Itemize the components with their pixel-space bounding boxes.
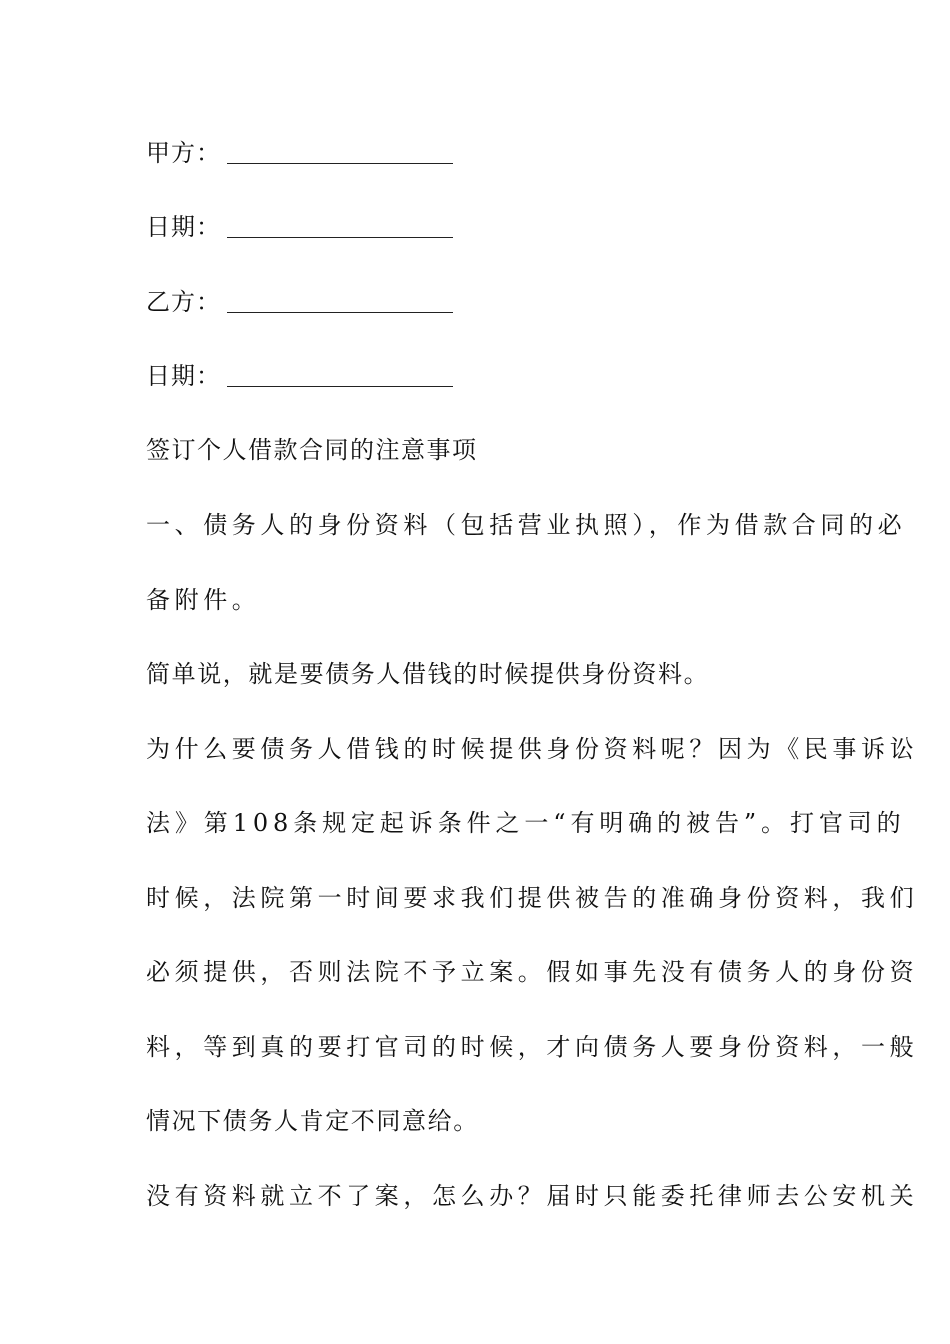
signature-blank-line <box>227 386 453 387</box>
signature-blank-line <box>227 237 453 238</box>
signature-date-b <box>146 361 453 391</box>
signature-blank-line <box>227 312 453 313</box>
body-line: 备附件。 <box>146 586 261 614</box>
signature-label: 乙方： <box>146 288 221 316</box>
body-line: 为什么要债务人借钱的时候提供身份资料呢？因为《民事诉讼 <box>146 735 919 763</box>
body-line: 时候，法院第一时间要求我们提供被告的准确身份资料，我们 <box>146 884 919 912</box>
body-line: 法》第108条规定起诉条件之一“有明确的被告”。打官司的 <box>146 809 906 837</box>
signature-party-b <box>146 287 453 317</box>
signature-label: 日期： <box>146 213 221 241</box>
body-line: 情况下债务人肯定不同意给。 <box>146 1107 479 1135</box>
body-line: 料，等到真的要打官司的时候，才向债务人要身份资料，一般 <box>146 1033 919 1061</box>
signature-blank-line <box>227 163 453 164</box>
signature-party-a <box>146 138 453 168</box>
signature-label: 日期： <box>146 362 221 390</box>
signature-date-a <box>146 212 453 242</box>
signature-label: 甲方： <box>146 139 221 167</box>
section-title: 签订个人借款合同的注意事项 <box>146 436 478 464</box>
body-line: 必须提供，否则法院不予立案。假如事先没有债务人的身份资 <box>146 958 919 986</box>
body-line: 没有资料就立不了案，怎么办？届时只能委托律师去公安机关 <box>146 1182 919 1210</box>
body-line: 一、债务人的身份资料（包括营业执照），作为借款合同的必 <box>146 511 907 539</box>
body-line: 简单说，就是要债务人借钱的时候提供身份资料。 <box>146 660 710 688</box>
